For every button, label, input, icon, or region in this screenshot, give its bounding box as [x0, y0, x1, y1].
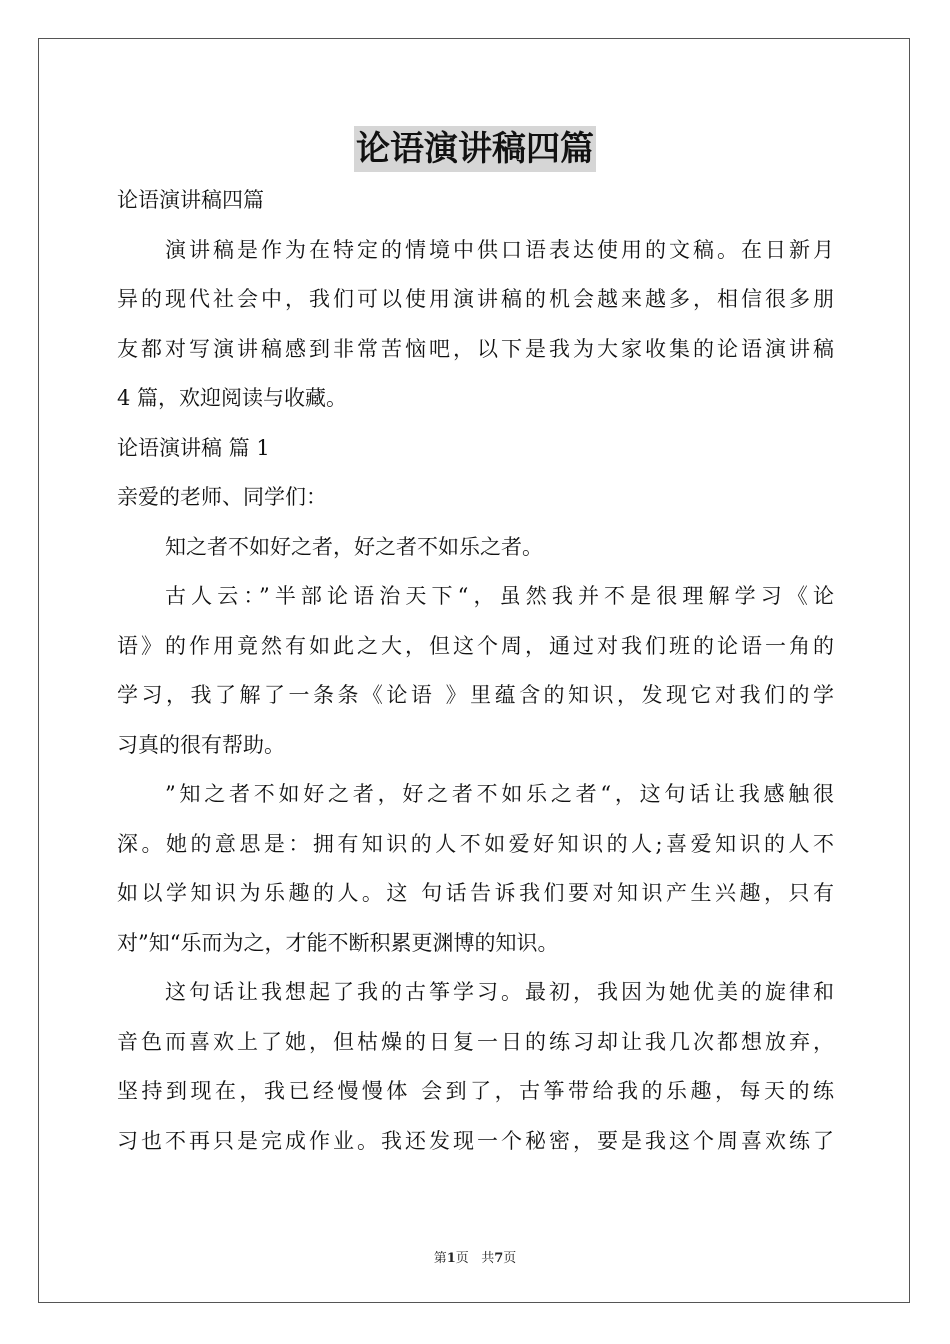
footer-total-suffix: 页 — [503, 1251, 517, 1266]
text-line: 如以学知识为乐趣的人。这 句话告诉我们要对知识产生兴趣，只有 — [117, 881, 834, 905]
footer-page-current: 1 — [446, 1251, 456, 1266]
text-line: 习真的很有帮助。 — [117, 732, 285, 757]
text-line: 异的现代社会中，我们可以使用演讲稿的机会越来越多，相信很多朋 — [117, 287, 834, 311]
footer-page-prefix: 第 — [433, 1251, 447, 1266]
footer-page-total: 7 — [494, 1251, 504, 1266]
document-body — [117, 176, 834, 1166]
footer-total-prefix: 共 — [481, 1251, 495, 1266]
text-line: ”知之者不如好之者，好之者不如乐之者“，这句话让我感触很 — [165, 782, 834, 806]
text-line: 友都对写演讲稿感到非常苦恼吧，以下是我为大家收集的论语演讲稿 — [117, 336, 834, 361]
footer-page-suffix: 页 — [455, 1251, 469, 1266]
text-line: 深。她的意思是：拥有知识的人不如爱好知识的人;喜爱知识的人不 — [117, 831, 834, 856]
text-line: 对”知“乐而为之，才能不断积累更渊博的知识。 — [117, 930, 559, 955]
title-container — [0, 126, 950, 172]
text-line: 4 篇，欢迎阅读与收藏。 — [117, 386, 348, 410]
text-line: 习也不再只是完成作业。我还发现一个秘密，要是我这个周喜欢练了 — [117, 1128, 834, 1153]
text-line: 这句话让我想起了我的古筝学习。最初，我因为她优美的旋律和 — [165, 980, 834, 1004]
text-line: 学习，我了解了一条条《论语 》里蕴含的知识，发现它对我们的学 — [117, 683, 834, 707]
text-line: 亲爱的老师、同学们： — [117, 485, 327, 509]
text-line: 演讲稿是作为在特定的情境中供口语表达使用的文稿。在日新月 — [165, 237, 834, 262]
text-line: 坚持到现在，我已经慢慢体 会到了，古筝带给我的乐趣，每天的练 — [117, 1079, 834, 1103]
text-line: 语》的作用竟然有如此之大，但这个周，通过对我们班的论语一角的 — [117, 633, 834, 658]
text-line: 知之者不如好之者，好之者不如乐之者。 — [165, 534, 543, 559]
text-line: 古人云：”半部论语治天下“，虽然我并不是很理解学习《论 — [165, 584, 834, 608]
text-line: 论语演讲稿四篇 — [117, 188, 264, 212]
document-title: 论语演讲稿四篇 — [354, 126, 596, 172]
text-line: 音色而喜欢上了她，但枯燥的日复一日的练习却让我几次都想放弃， — [117, 1029, 834, 1054]
page-footer — [0, 1247, 950, 1266]
text-line: 论语演讲稿 篇 1 — [117, 435, 270, 460]
